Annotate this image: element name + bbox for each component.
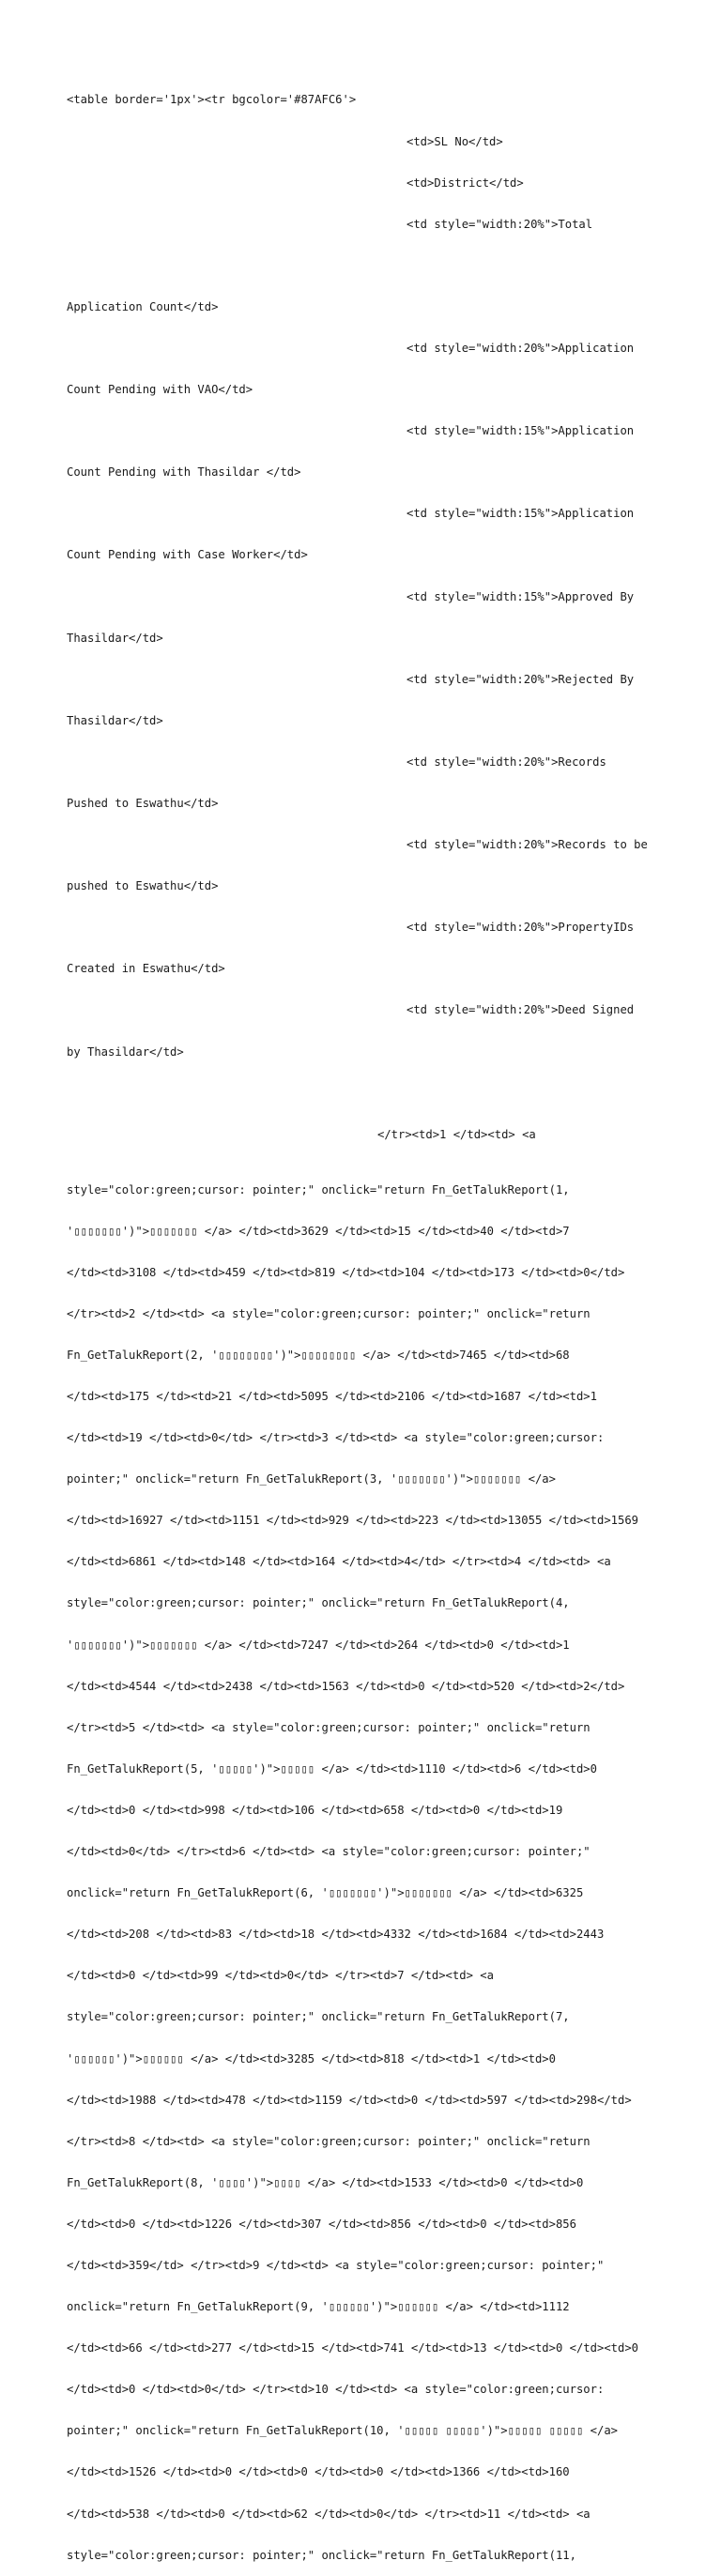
source-line: </td><td>19 </td><td>0</td> </tr><td>3 </td><td> <a style="color:green;cursor: [67,1431,605,1445]
blank-line [67,259,667,273]
source-line: <td style="width:20%">Records [407,755,606,769]
source-line: <td>SL No</td> [407,134,503,148]
source-line: </tr><td>5 </td><td> <a style="color:green;cursor: pointer;" onclick="return [67,1720,591,1734]
source-line: <td style="width:15%">Approved By [407,589,635,603]
source-line: by Thasildar</td> [67,1044,184,1059]
source-line: </td><td>0</td> </tr><td>6 </td><td> <a style="color:green;cursor: pointer;" [67,1845,591,1859]
source-line: </td><td>1988 </td><td>478 </td><td>1159 </td><td>0 </td><td>597 </td><td>298</td> [67,2093,632,2107]
source-line: </td><td>66 </td><td>277 </td><td>15 </td><td>741 </td><td>13 </td><td>0 </td><td>0 [67,2341,639,2355]
raw-html-source-text [67,66,667,2576]
source-line: </tr><td>2 </td><td> <a style="color:green;cursor: pointer;" onclick="return [67,1306,591,1320]
source-line: </td><td>4544 </td><td>2438 </td><td>1563 </td><td>0 </td><td>520 </td><td>2</td> [67,1679,625,1693]
source-line: onclick="return Fn_GetTalukReport(6, '▯▯▯▯▯▯▯')">▯▯▯▯▯▯▯ </a> </td><td>6325 [67,1886,584,1900]
source-line: <td style="width:20%">Rejected By [407,672,635,686]
source-line: Count Pending with Thasildar </td> [67,465,301,480]
source-line: Count Pending with VAO</td> [67,383,253,397]
source-line: <td style="width:20%">Application [407,341,635,355]
source-line: '▯▯▯▯▯▯▯')">▯▯▯▯▯▯▯ </a> </td><td>3629 </td><td>15 </td><td>40 </td><td>7 [67,1224,570,1238]
source-line: '▯▯▯▯▯▯▯')">▯▯▯▯▯▯▯ </a> </td><td>7247 </td><td>264 </td><td>0 </td><td>1 [67,1638,570,1652]
source-line: </td><td>3108 </td><td>459 </td><td>819 </td><td>104 </td><td>173 </td><td>0</td> [67,1265,625,1279]
source-line: </td><td>359</td> </tr><td>9 </td><td> <a style="color:green;cursor: pointer;" [67,2258,605,2272]
source-line: </td><td>16927 </td><td>1151 </td><td>929 </td><td>223 </td><td>13055 </td><td>1569 [67,1514,639,1528]
source-line: Created in Eswathu</td> [67,962,225,976]
source-line: pointer;" onclick="return Fn_GetTalukReport(3, '▯▯▯▯▯▯▯')">▯▯▯▯▯▯▯ </a> [67,1472,556,1486]
source-line: </td><td>208 </td><td>83 </td><td>18 </td><td>4332 </td><td>1684 </td><td>2443 [67,1928,605,1942]
source-line: <td>District</td> [407,175,524,190]
source-line: pushed to Eswathu</td> [67,879,219,893]
source-line: '▯▯▯▯▯▯')">▯▯▯▯▯▯ </a> </td><td>3285 </td><td>818 </td><td>1 </td><td>0 [67,2051,556,2065]
source-line: Application Count</td> [67,299,219,313]
source-line: </td><td>1526 </td><td>0 </td><td>0 </td><td>0 </td><td>1366 </td><td>160 [67,2465,570,2479]
source-line: <table border='1px'><tr bgcolor='#87AFC6'> [67,93,357,107]
source-line: </tr><td>8 </td><td> <a style="color:green;cursor: pointer;" onclick="return [67,2134,591,2148]
source-line: <td style="width:20%">Records to be [407,838,648,852]
source-line: pointer;" onclick="return Fn_GetTalukReport(10, '▯▯▯▯▯ ▯▯▯▯▯')">▯▯▯▯▯ ▯▯▯▯▯ </a> [67,2424,618,2438]
source-line: Fn_GetTalukReport(8, '▯▯▯▯')">▯▯▯▯ </a> </td><td>1533 </td><td>0 </td><td>0 [67,2175,584,2189]
source-line: <td style="width:15%">Application [407,507,635,521]
source-line: Thasildar</td> [67,631,163,645]
source-line: Pushed to Eswathu</td> [67,797,219,810]
source-line: <td style="width:20%">Deed Signed [407,1003,635,1017]
source-line: </td><td>0 </td><td>99 </td><td>0</td> </tr><td>7 </td><td> <a [67,1969,494,1983]
source-line: Count Pending with Case Worker</td> [67,548,308,562]
source-line: style="color:green;cursor: pointer;" onclick="return Fn_GetTalukReport(4, [67,1596,570,1610]
source-line: <td style="width:20%">PropertyIDs [407,921,635,935]
source-line: <td style="width:20%">Total [407,217,593,231]
source-line: </td><td>0 </td><td>998 </td><td>106 </td><td>658 </td><td>0 </td><td>19 [67,1803,563,1817]
blank-line [67,1087,667,1101]
source-line: </td><td>175 </td><td>21 </td><td>5095 </td><td>2106 </td><td>1687 </td><td>1 [67,1390,597,1404]
source-line: style="color:green;cursor: pointer;" onclick="return Fn_GetTalukReport(1, [67,1182,570,1197]
source-line: onclick="return Fn_GetTalukReport(9, '▯▯▯▯▯▯')">▯▯▯▯▯▯ </a> </td><td>1112 [67,2300,570,2314]
source-line: </td><td>0 </td><td>1226 </td><td>307 </td><td>856 </td><td>0 </td><td>856 [67,2217,576,2231]
source-line: Fn_GetTalukReport(5, '▯▯▯▯▯')">▯▯▯▯▯ </a> </td><td>1110 </td><td>6 </td><td>0 [67,1761,597,1776]
source-line: <td style="width:15%">Application [407,424,635,438]
source-line: </td><td>538 </td><td>0 </td><td>62 </td><td>0</td> </tr><td>11 </td><td> <a [67,2507,591,2521]
source-line: style="color:green;cursor: pointer;" onclick="return Fn_GetTalukReport(11, [67,2548,576,2562]
source-line: </tr><td>1 </td><td> <a [377,1127,536,1141]
source-line: Thasildar</td> [67,713,163,727]
source-line: </td><td>6861 </td><td>148 </td><td>164 </td><td>4</td> </tr><td>4 </td><td> <a [67,1555,611,1569]
source-line: Fn_GetTalukReport(2, '▯▯▯▯▯▯▯▯')">▯▯▯▯▯▯▯▯ </a> </td><td>7465 </td><td>68 [67,1348,570,1362]
source-line: </td><td>0 </td><td>0</td> </tr><td>10 </td><td> <a style="color:green;cursor: [67,2383,605,2397]
source-line: style="color:green;cursor: pointer;" onclick="return Fn_GetTalukReport(7, [67,2010,570,2024]
